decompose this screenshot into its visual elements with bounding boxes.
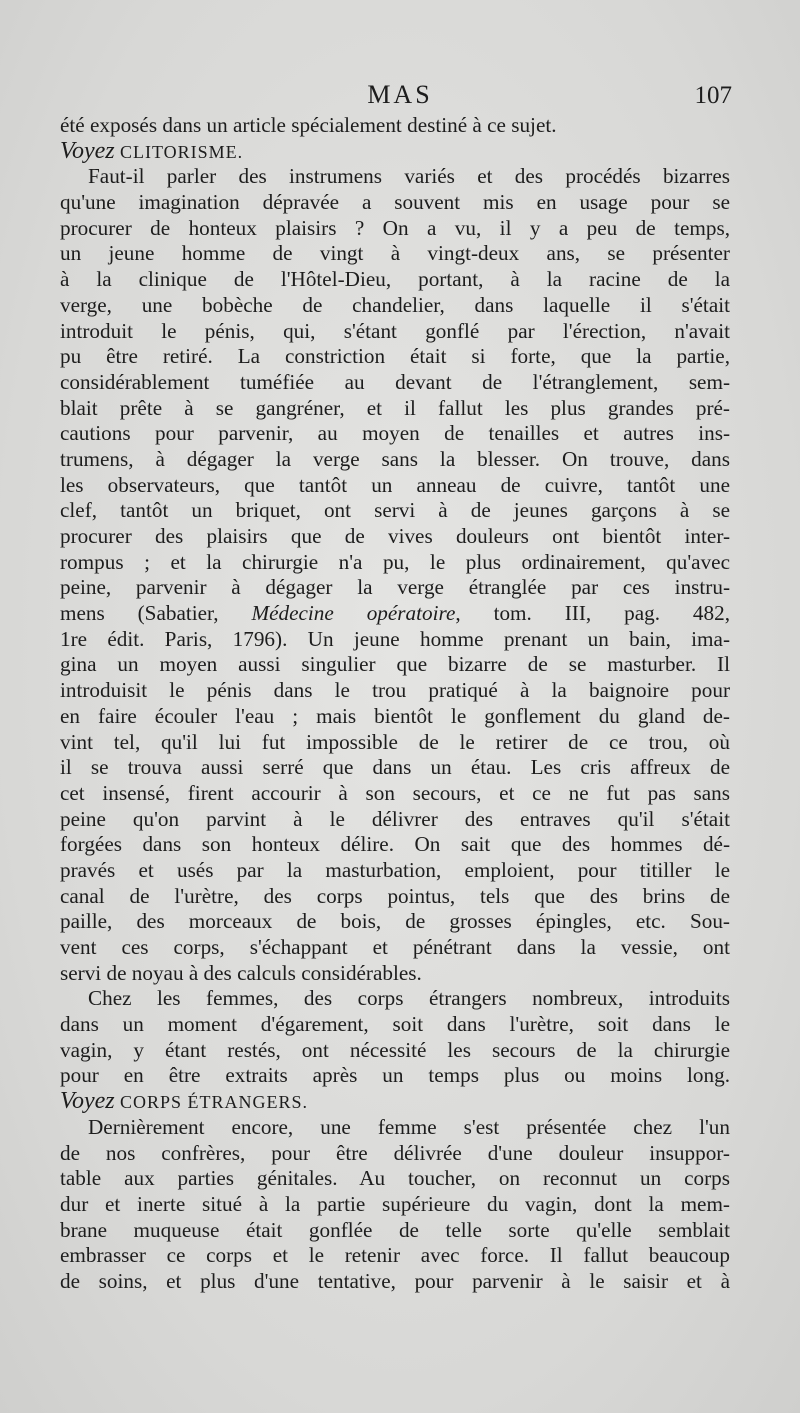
- text-line: servi de noyau à des calculs considérables.: [60, 960, 422, 985]
- paragraph-start: Chez les femmes, des corps étrangers nombreux, introduits: [88, 986, 730, 1011]
- text-line-citation: mens (Sabatier, Médecine opératoire, tom. III, pag. 482,: [60, 601, 730, 626]
- cross-reference: Voyez CORPS ÉTRANGERS.: [60, 1089, 308, 1115]
- cross-reference: Voyez CLITORISME.: [60, 138, 244, 164]
- text-line: pu être retiré. La constriction était si forte, que la partie,: [60, 344, 730, 369]
- text-line: blait prête à se gangréner, et il fallut les plus grandes pré-: [60, 395, 730, 420]
- text-line: rompus ; et la chirurgie n'a pu, le plus ordinairement, qu'avec: [60, 549, 730, 574]
- text-line: vagin, y étant restés, ont nécessité les secours de la chirurgie: [60, 1037, 730, 1062]
- text-line: procurer des plaisirs que de vives douleurs ont bientôt inter-: [60, 524, 730, 548]
- text-line: embrasser ce corps et le retenir avec force. Il fallut beaucoup: [60, 1243, 730, 1268]
- text-line: dur et inerte situé à la partie supérieure du vagin, dont la mem-: [60, 1191, 730, 1216]
- text-line: clef, tantôt un briquet, ont servi à de jeunes garçons à se: [60, 498, 730, 523]
- body-text: [60, 113, 730, 1295]
- text-line: pravés et usés par la masturbation, emploient, pour titiller le: [60, 857, 730, 882]
- text-line: en faire écouler l'eau ; mais bientôt le gonflement du gland de-: [60, 703, 730, 728]
- text-line: peine qu'on parvint à le délivrer des entraves qu'il s'était: [60, 806, 730, 831]
- text-line: paille, des morceaux de bois, de grosses épingles, etc. Sou-: [60, 909, 730, 934]
- text-line: brane muqueuse était gonflée de telle sorte qu'elle semblait: [60, 1217, 730, 1242]
- text-line: gina un moyen aussi singulier que bizarre de se masturber. Il: [60, 652, 730, 677]
- text-line: table aux parties génitales. Au toucher, on reconnut un corps: [60, 1166, 730, 1191]
- page-number: 107: [694, 82, 732, 109]
- text-line: trumens, à dégager la verge sans la blesser. On trouve, dans: [60, 446, 730, 471]
- text-line: introduit le pénis, qui, s'étant gonflé par l'érection, n'avait: [60, 318, 730, 343]
- text-line: canal de l'urètre, des corps pointus, tels que des brins de: [60, 883, 730, 908]
- text-line: peine, parvenir à dégager la verge étranglée par ces instru-: [60, 575, 730, 600]
- text-line: à la clinique de l'Hôtel-Dieu, portant, à la racine de la: [60, 267, 730, 292]
- book-title: Médecine opératoire: [251, 601, 456, 626]
- text-line: verge, une bobèche de chandelier, dans laquelle il s'était: [60, 292, 730, 317]
- text-line: pour en être extraits après un temps plus ou moins long.: [60, 1063, 730, 1088]
- text-line: vent ces corps, s'échappant et pénétrant dans la vessie, ont: [60, 935, 730, 959]
- text-line: dans un moment d'égarement, soit dans l'urètre, soit dans le: [60, 1012, 730, 1037]
- text-line: cautions pour parvenir, au moyen de tenailles et autres ins-: [60, 421, 730, 446]
- text-line: de soins, et plus d'une tentative, pour parvenir à le saisir et à: [60, 1268, 730, 1293]
- paragraph-start: Faut-il parler des instrumens variés et des procédés bizarres: [88, 164, 730, 189]
- text-line: procurer de honteux plaisirs ? On a vu, il y a peu de temps,: [60, 215, 730, 240]
- text-line: été exposés dans un article spécialement destiné à ce sujet.: [60, 113, 557, 137]
- text-line: qu'une imagination dépravée a souvent mis en usage pour se: [60, 190, 730, 215]
- text-line: considérablement tuméfiée au devant de l'étranglement, sem-: [60, 369, 730, 394]
- running-headword: MAS: [367, 80, 433, 109]
- running-head: [60, 80, 740, 116]
- text-line: de nos confrères, pour être délivrée d'une douleur insuppor-: [60, 1140, 730, 1165]
- text-line: forgées dans son honteux délire. On sait que des hommes dé-: [60, 832, 730, 857]
- text-line: cet insensé, firent accourir à son secours, et ce ne fut pas sans: [60, 780, 730, 805]
- text-line: 1re édit. Paris, 1796). Un jeune homme prenant un bain, ima-: [60, 626, 730, 651]
- text-line: vint tel, qu'il lui fut impossible de le retirer de ce trou, où: [60, 729, 730, 754]
- text-line: introduisit le pénis dans le trou pratiqué à la baignoire pour: [60, 678, 730, 703]
- text-line: les observateurs, que tantôt un anneau de cuivre, tantôt une: [60, 472, 730, 497]
- paragraph-start: Dernièrement encore, une femme s'est présentée chez l'un: [88, 1114, 730, 1139]
- text-line: un jeune homme de vingt à vingt-deux ans, se présenter: [60, 241, 730, 266]
- text-line: il se trouva aussi serré que dans un étau. Les cris affreux de: [60, 755, 730, 780]
